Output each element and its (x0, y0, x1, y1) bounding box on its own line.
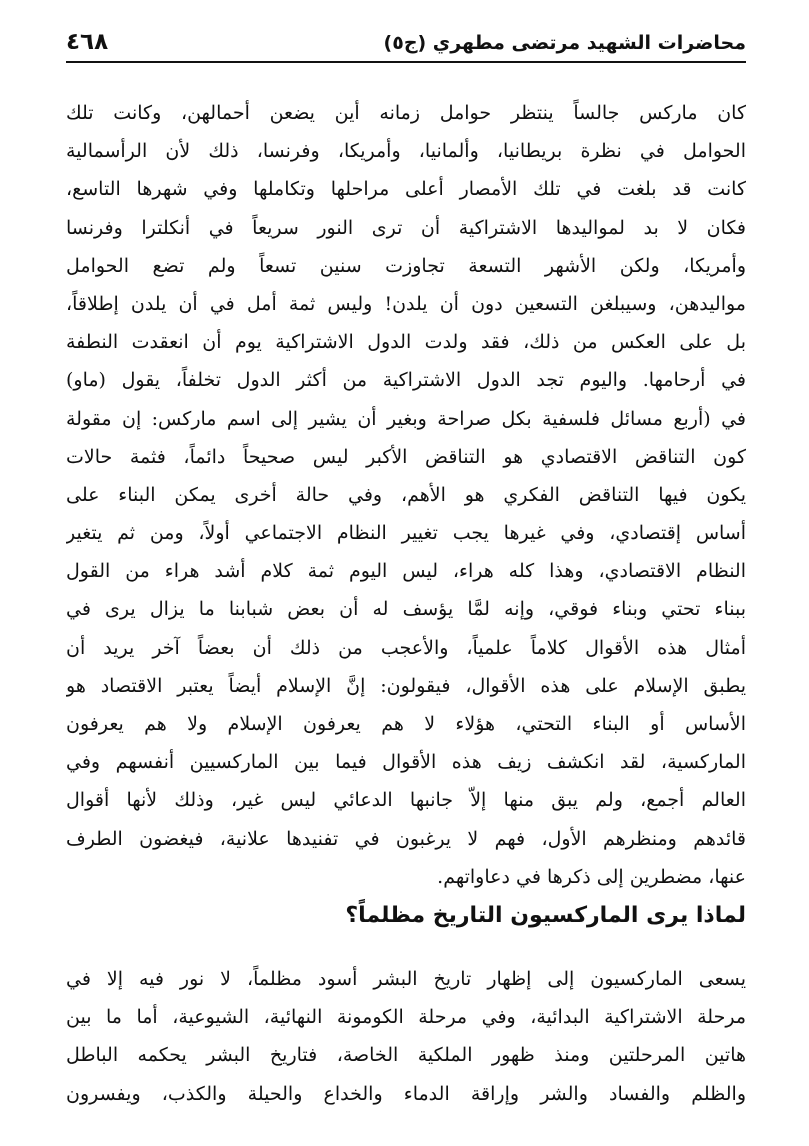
text-line: كان ماركس جالساً ينتظر حوامل زمانه أين يضعن أحمالهن، وكانت تلك (66, 102, 746, 124)
section-heading: لماذا يرى الماركسيون التاريخ مظلماً؟ (345, 903, 746, 928)
text-line: كانت قد بلغت في تلك الأمصار أعلى مراحلها وتكاملها وفي شهرها التاسع، (66, 178, 746, 201)
text-line: أمثال هذه الأقوال كلاماً علمياً، والأعجب من ذلك أن بعضاً آخر يريد أن (66, 636, 746, 659)
text-line: في (أربع مسائل فلسفية بكل صراحة وبغير أن يشير إلى اسم ماركس: إن مقولة (66, 407, 746, 430)
text-line: مواليدهن، وسيبلغن التسعين دون أن يلدن! وليس ثمة أمل في أن يلدن إطلاقاً، (66, 292, 746, 315)
header-title: محاضرات الشهيد مرتضى مطهري (ج٥) (383, 32, 746, 54)
paragraph-2 (66, 960, 746, 1113)
page-number: ٤٦٨ (66, 29, 109, 55)
text-line: يكون فيها التناقض الفكري هو الأهم، وفي حالة أخرى يمكن البناء على (66, 483, 746, 506)
header-rule (66, 61, 746, 63)
text-line: عنها، مضطرين إلى ذكرها في دعاواتهم. (437, 865, 746, 888)
text-line: قائدهم ومنظرهم الأول، فهم لا يرغبون في تفنيدها علانية، فيغضون الطرف (66, 827, 746, 850)
text-line: كون التناقض الاقتصادي هو التناقض الأكبر ليس صحيحاً دائماً، فثمة حالات (66, 445, 746, 468)
text-line: الماركسية، لقد انكشف زيف هذه الأقوال فيما بين الماركسيين أنفسهم وفي (66, 751, 746, 774)
text-line: مرحلة الاشتراكية البدائية، وفي مرحلة الكومونة النهائية، الشيوعية، أما ما بين (66, 1006, 746, 1029)
text-line: يسعى الماركسيون إلى إظهار تاريخ البشر أسود مظلماً، لا نور فيه إلا في (66, 968, 746, 990)
text-line: وأمريكا، ولكن الأشهر التسعة تجاوزت سنين تسعاً ولم تضع الحوامل (66, 254, 746, 277)
text-line: في أرحامها. واليوم تجد الدول الاشتراكية من أكثر الدول تخلفاً، يقول (ماو) (66, 369, 746, 392)
text-line: الحوامل في نظرة بريطانيا، وألمانيا، وأمريكا، وفرنسا، ذلك لأن الرأسمالية (66, 140, 746, 163)
text-line: أساس إقتصادي، وفي غيرها يجب تغيير النظام الاجتماعي أولاً، ومن ثم يتغير (66, 522, 746, 545)
paragraph-1 (66, 94, 746, 896)
running-header (66, 28, 746, 64)
text-line: هاتين المرحلتين ومنذ ظهور الملكية الخاصة، فتاريخ البشر يحكمه الباطل (66, 1044, 746, 1067)
text-line: فكان لا بد لمواليدها الاشتراكية أن ترى النور سريعاً في أنكلترا وفرنسا (66, 216, 746, 239)
text-line: النظام الاقتصادي، وهذا كله هراء، ليس اليوم ثمة كلام أشد هراء من القول (66, 560, 746, 583)
text-line: العالم أجمع، ولم يبق منها إلاّ جانبها الدعائي ليس غير، وذلك لأنها أقوال (66, 789, 746, 812)
text-line: ببناء تحتي وبناء فوقي، وإنه لمَّا يؤسف له أن بعض شبابنا ما يزال يرى في (66, 598, 746, 621)
text-line: بل على العكس من ذلك، فقد ولدت الدول الاشتراكية يوم أن انعقدت النطفة (66, 331, 746, 354)
text-line: الأساس أو البناء التحتي، هؤلاء لا هم يعرفون الإسلام ولا هم يعرفون (66, 713, 746, 735)
text-line: والظلم والفساد والشر وإراقة الدماء والخداع والحيلة والكذب، ويفسرون (66, 1082, 746, 1105)
text-line: يطبق الإسلام على هذه الأقوال، فيقولون: إنَّ الإسلام أيضاً يعتبر الاقتصاد هو (66, 674, 746, 697)
